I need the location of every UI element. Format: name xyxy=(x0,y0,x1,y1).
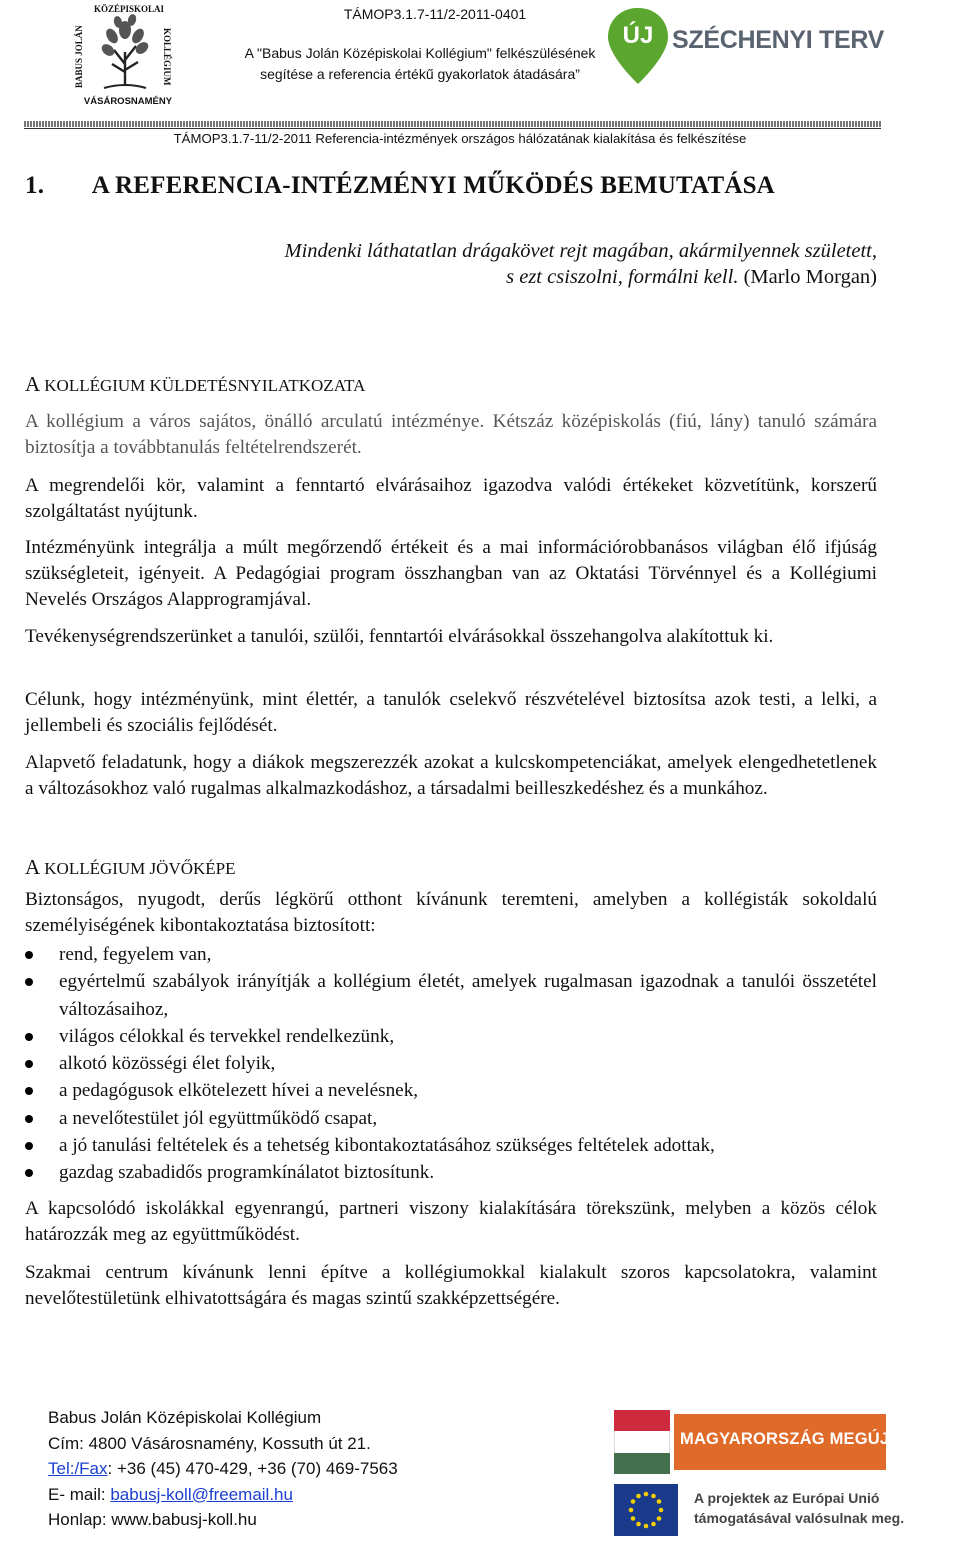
bullet-dot-icon xyxy=(25,951,33,959)
header-project-code: TÁMOP3.1.7-11/2-2011-0401 xyxy=(343,6,527,22)
logo-uj-text: ÚJ xyxy=(622,22,654,49)
eu-support-logo xyxy=(614,1482,904,1538)
vision-bullet-list xyxy=(25,941,877,1187)
mission-paragraph-4: Tevékenységrendszerünket a tanulói, szülői, fenntartói elvárásokkal összehangolva alakítottuk ki. xyxy=(25,626,774,647)
list-item: a pedagógusok elkötelezett hívei a nevelésnek, xyxy=(25,1077,877,1104)
szechenyi-terv-logo xyxy=(606,6,886,86)
mission-paragraph-3: Intézményünk integrálja a múlt megőrzendő értékeit és a mai információrobbanásos világban élő ifjúság szükségleteit, igényeit. A Pedagógiai program összhangban van az Oktatási Törvénnyel és a Kollégiumi Nevelés Országos Alapprogramjával. xyxy=(25,537,877,610)
header-divider-line xyxy=(24,128,881,129)
vision-heading xyxy=(25,855,236,880)
eu-flag-icon xyxy=(614,1484,678,1536)
footer-website: Honlap: www.babusj-koll.hu xyxy=(48,1510,257,1529)
list-item: a nevelőtestület jól együttműködő csapat, xyxy=(25,1105,877,1132)
quote-author: (Marlo Morgan) xyxy=(738,266,877,288)
quote-line2: s ezt csiszolni, formálni kell. xyxy=(506,266,739,288)
list-item: alkotó közösségi élet folyik, xyxy=(25,1050,877,1077)
header-project-line2: A "Babus Jolán Középiskolai Kollégium" felkészülésének xyxy=(244,45,596,61)
school-logo-right-text: KOLLÉGIUM xyxy=(162,28,172,86)
school-logo-left-text: BABUS JOLÁN xyxy=(74,25,84,89)
footer-school-name: Babus Jolán Középiskolai Kollégium xyxy=(48,1408,322,1427)
list-item: világos célokkal és tervekkel rendelkezünk, xyxy=(25,1023,877,1050)
bullet-dot-icon xyxy=(25,1169,33,1177)
bullet-dot-icon xyxy=(25,1060,33,1068)
mission-heading-text: KOLLÉGIUM KÜLDETÉSNYILATKOZATA xyxy=(44,376,366,395)
hungarian-flag-icon xyxy=(614,1410,670,1474)
quote-line1: Mindenki láthatatlan drágakövet rejt magában, akármilyennek született, xyxy=(284,240,877,262)
header-project-line3: segítése a referencia értékű gyakorlatok átadására” xyxy=(260,66,580,82)
bullet-dot-icon xyxy=(25,1087,33,1095)
footer-address: Cím: 4800 Vásárosnamény, Kossuth út 21. xyxy=(48,1433,371,1453)
footer-contact xyxy=(48,1405,398,1533)
email-link[interactable]: babusj-koll@freemail.hu xyxy=(110,1484,293,1504)
vision-heading-text: KOLLÉGIUM JÖVŐKÉPE xyxy=(44,859,236,878)
motto-quote xyxy=(177,238,877,290)
section-heading xyxy=(25,172,775,200)
mission-paragraph-1: A kollégium a város sajátos, önálló arculatú intézménye. Kétszáz középiskolás (fiú, lány) tanuló számára biztosítja a továbbtanulás feltételrendszerét. xyxy=(25,411,877,458)
logo-szechenyi-terv-text: SZÉCHENYI TERV xyxy=(672,26,885,54)
vision-heading-initial: A xyxy=(25,855,40,879)
mission-heading-initial: A xyxy=(25,372,40,396)
list-item: gazdag szabadidős programkínálatot biztosítunk. xyxy=(25,1159,877,1186)
bullet-dot-icon xyxy=(25,1033,33,1041)
header-subtitle: TÁMOP3.1.7-11/2-2011 Referencia-intézmények országos hálózatának kialakítása és felkészítése xyxy=(173,131,747,146)
list-item: egyértelmű szabályok irányítják a kollégium életét, amelyek rugalmasan igazodnak a tanulói összetétel változásaihoz, xyxy=(25,968,877,1023)
eu-support-line2: támogatásával valósulnak meg. xyxy=(694,1510,905,1526)
bullet-dot-icon xyxy=(25,978,33,986)
mission-paragraph-6: Alapvető feladatunk, hogy a diákok megszerezzék azokat a kulcskompetenciákat, amelyek elengedhetetlenek a változásokhoz való rugalmas alkalmazkodáshoz, a társadalmi beilleszkedéshez és a munkához. xyxy=(25,752,877,799)
list-item: rend, fegyelem van, xyxy=(25,941,877,968)
list-item: a jó tanulási feltételek és a tehetség kibontakoztatásához szükséges feltételek adottak, xyxy=(25,1132,877,1159)
eu-support-line1: A projektek az Európai Unió xyxy=(694,1490,880,1506)
vision-paragraph-centre: Szakmai centrum kívánunk lenni építve a kollégiumokkal kialakult szoros kapcsolatokra, valamint nevelőtestületünk elhivatottságára és magas szintű szakképzettségére. xyxy=(25,1262,877,1309)
magyarorszag-megujul-banner xyxy=(614,1410,912,1474)
vision-paragraph-partners: A kapcsolódó iskolákkal egyenrangú, partneri viszony kialakítására törekszünk, melyben a közös célok határozzák meg az együttműködést. xyxy=(25,1198,877,1245)
school-logo-top-text: KÖZÉPISKOLAI xyxy=(94,4,165,14)
banner-title: MAGYARORSZÁG MEGÚJUL xyxy=(680,1430,912,1448)
telfax-link[interactable]: Tel:/Fax xyxy=(48,1459,108,1478)
section-number: 1. xyxy=(25,172,45,199)
section-title: A REFERENCIA-INTÉZMÉNYI MŰKÖDÉS BEMUTATÁSA xyxy=(91,172,775,199)
mission-heading xyxy=(25,372,365,397)
school-logo-caption: VÁSÁROSNAMÉNY xyxy=(83,96,173,107)
bullet-dot-icon xyxy=(25,1115,33,1123)
header-divider xyxy=(24,121,881,127)
footer-email: E- mail: babusj-koll@freemail.hu xyxy=(48,1484,293,1504)
vision-intro: Biztonságos, nyugodt, derűs légkörű otthont kívánunk teremteni, amelyben a kollégisták sokoldalú személyiségének kibontakoztatása biztosított: xyxy=(25,889,877,936)
footer-telfax: Tel:/Fax: +36 (45) 470-429, +36 (70) 469-7563 xyxy=(48,1459,398,1478)
bullet-dot-icon xyxy=(25,1142,33,1150)
mission-paragraph-5: Célunk, hogy intézményünk, mint élettér, a tanulók cselekvő részvételével biztosítsa azok testi, a lelki, a jellembeli és szociális fejlődését. xyxy=(25,689,877,736)
mission-paragraph-2: A megrendelői kör, valamint a fenntartó elvárásaihoz igazodva valódi értékeket közvetítünk, korszerű szolgáltatást nyújtunk. xyxy=(25,475,877,522)
